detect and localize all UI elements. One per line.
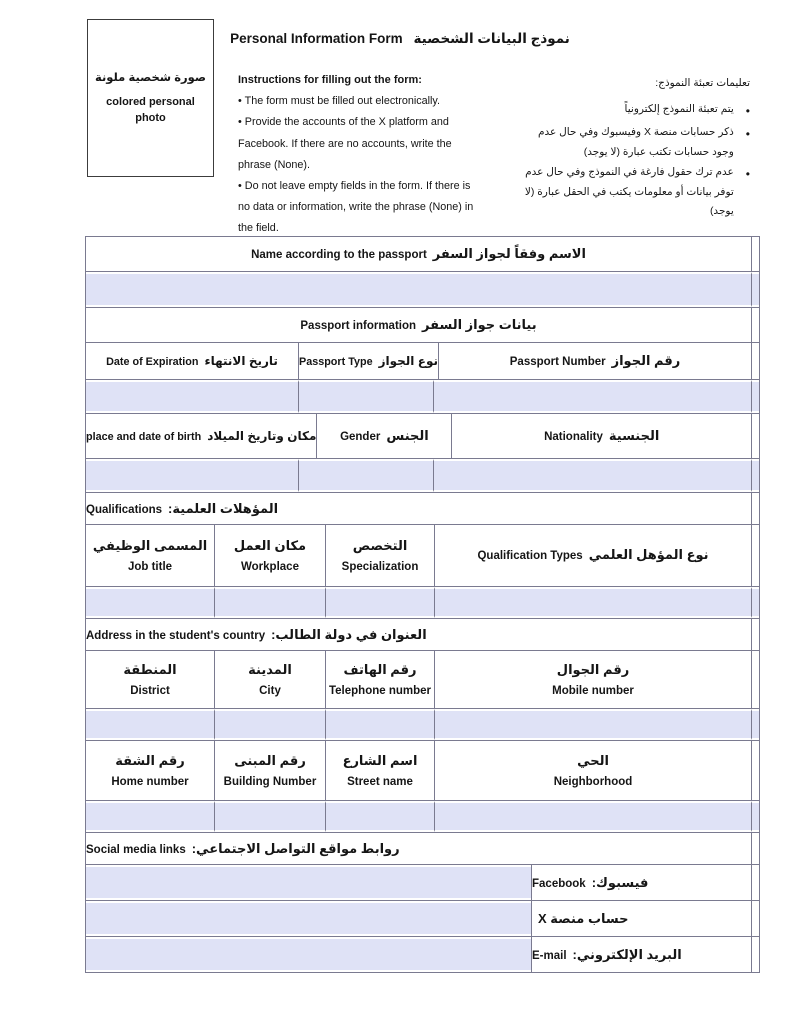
instruction-ar-bullet: • ذكر حسابات منصة X وفيسبوك وفي حال عدم وجود حسابات تكتب عبارة (لا يوجد): [518, 123, 750, 163]
input-place-date-of-birth[interactable]: [86, 459, 298, 492]
photo-placeholder-box[interactable]: [87, 19, 214, 177]
table-right-strip: [751, 414, 759, 458]
personal-info-form-table: [85, 236, 760, 973]
page-title-english: Personal Information Form: [230, 31, 403, 46]
table-right-strip: [751, 833, 759, 864]
table-right-strip: [751, 380, 759, 413]
input-job-title[interactable]: [86, 587, 214, 618]
label-facebook: فيسبوك:Facebook: [531, 865, 751, 900]
table-right-strip: [751, 741, 759, 800]
instruction-ar-bullet: • يتم تعبئة النموذج إلكترونياً: [518, 100, 750, 123]
input-gender[interactable]: [298, 459, 433, 492]
col-header-job-title: المسمى الوظيفي Job title: [92, 538, 208, 573]
col-header-nationality: الجنسيةNationality: [451, 414, 751, 458]
label-x-account: حساب منصة X: [531, 901, 751, 936]
instructions-arabic-heading: تعليمات تعبئة النموذج:: [655, 77, 750, 89]
input-x-account[interactable]: [86, 901, 531, 936]
table-right-strip: [751, 587, 759, 618]
col-header-building-number: رقم المبنى Building Number: [214, 741, 325, 800]
input-neighborhood[interactable]: [434, 801, 751, 832]
input-telephone-number[interactable]: [325, 709, 434, 740]
col-header-street-name: اسم الشارع Street name: [325, 741, 434, 800]
page-title-arabic: نموذج البيانات الشخصية: [413, 31, 570, 46]
social-media-section-header: روابط مواقع التواصل الاجتماعي:Social media links: [86, 840, 400, 856]
input-facebook[interactable]: [86, 865, 531, 900]
input-name-according-to-passport[interactable]: [86, 272, 751, 307]
input-qualification-type[interactable]: [434, 587, 751, 618]
input-district[interactable]: [86, 709, 214, 740]
input-home-number[interactable]: [86, 801, 214, 832]
instruction-ar-bullet: • عدم ترك حقول فارغة في النموذج وفي حال عدم توفر بيانات أو معلومات يكتب في الحقل عبارة (لا يوجد): [518, 163, 750, 223]
col-header-specialization: التخصص Specialization: [325, 525, 434, 586]
col-header-home-number: رقم الشقة Home number: [111, 753, 189, 788]
input-date-of-expiration[interactable]: [86, 380, 298, 413]
qualifications-section-header: المؤهلات العلمية:Qualifications: [86, 500, 279, 516]
input-mobile-number[interactable]: [434, 709, 751, 740]
address-section-header: العنوان في دولة الطالب:Address in the student's country: [86, 626, 427, 642]
table-right-strip: [751, 237, 759, 271]
col-header-place-date-of-birth: مكان وتاريخ الميلادplace and date of birth: [86, 429, 317, 443]
col-header-passport-type: نوع الجوازPassport Type: [298, 343, 438, 379]
instruction-en-bullet: • Provide the accounts of the X platform and Facebook. If there are no accounts, write the phrase (None).: [238, 112, 476, 175]
table-right-strip: [751, 272, 759, 307]
instruction-en-bullet: • The form must be filled out electronically.: [238, 91, 476, 112]
col-header-district: المنطقة District: [123, 662, 177, 697]
table-right-strip: [751, 308, 759, 342]
page-title: [200, 31, 600, 47]
col-header-date-of-expiration: تاريخ الانتهاءDate of Expiration: [106, 354, 278, 368]
table-right-strip: [751, 525, 759, 586]
input-nationality[interactable]: [433, 459, 751, 492]
input-street-name[interactable]: [325, 801, 434, 832]
table-right-strip: [751, 709, 759, 740]
col-header-mobile-number: رقم الجوال Mobile number: [434, 651, 751, 708]
instructions-english-heading: Instructions for filling out the form:: [238, 74, 422, 86]
table-right-strip: [751, 493, 759, 524]
input-email[interactable]: [86, 937, 531, 972]
instruction-en-bullet: • Do not leave empty fields in the form. If there is no data or information, write the phrase (None) in the field.: [238, 176, 476, 239]
table-right-strip: [751, 459, 759, 492]
col-header-neighborhood: الحي Neighborhood: [434, 741, 751, 800]
input-workplace[interactable]: [214, 587, 325, 618]
input-specialization[interactable]: [325, 587, 434, 618]
input-passport-type[interactable]: [298, 380, 433, 413]
col-header-gender: الجنسGender: [316, 414, 451, 458]
instructions-arabic: [518, 74, 750, 222]
col-header-passport-number: رقم الجوازPassport Number: [438, 343, 751, 379]
input-passport-number[interactable]: [433, 380, 751, 413]
label-email: البريد الإلكتروني:E-mail: [531, 937, 751, 972]
col-header-city: المدينة City: [214, 651, 325, 708]
table-right-strip: [751, 865, 759, 900]
table-right-strip: [751, 937, 759, 972]
table-right-strip: [751, 901, 759, 936]
col-header-qualification-type: نوع المؤهل العلميQualification Types: [434, 525, 751, 586]
passport-section-header: بيانات جواز السفرPassport information: [300, 317, 537, 332]
input-building-number[interactable]: [214, 801, 325, 832]
photo-label-english: colored personal photo: [106, 95, 195, 124]
photo-label-arabic: صورة شخصية ملونة: [94, 71, 207, 84]
table-right-strip: [751, 343, 759, 379]
table-right-strip: [751, 619, 759, 650]
table-right-strip: [751, 801, 759, 832]
input-city[interactable]: [214, 709, 325, 740]
col-header-workplace: مكان العمل Workplace: [214, 525, 325, 586]
table-right-strip: [751, 651, 759, 708]
col-header-telephone-number: رقم الهاتف Telephone number: [325, 651, 434, 708]
name-section-header: الاسم وفقاً لجواز السفرName according to the passport: [251, 246, 586, 261]
instructions-english: [238, 70, 476, 239]
